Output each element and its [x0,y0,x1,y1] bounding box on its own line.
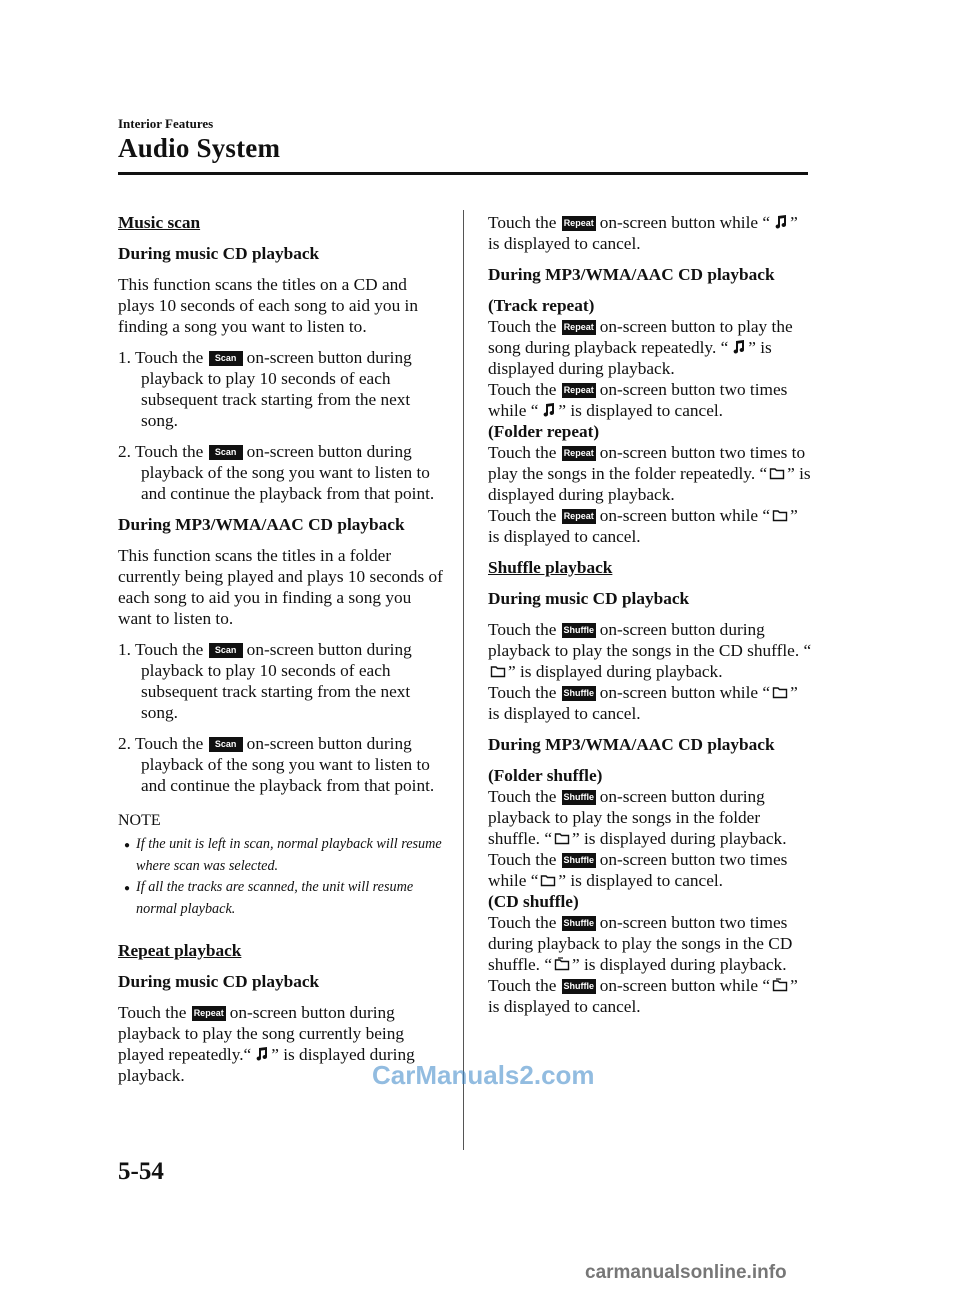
note-title: NOTE [118,812,161,829]
shuffle-indicator-icon [772,685,788,699]
music-scan-mp3-heading: During MP3/WMA/AAC CD playback [118,515,405,534]
shuffle-indicator-icon [490,664,506,678]
music-scan-title: Music scan [118,213,201,232]
cd-shuffle-label: (CD shuffle) [488,892,579,911]
repeat-cd-cancel: Touch the Repeat on-screen button while “ ” is displayed to cancel. [488,213,798,253]
folder-shuffle-text: Touch the Shuffle on-screen button during playback to play the songs in the folder shuffle. “ ” is displayed during playback. [488,787,787,848]
repeat-cd-text: Touch the Repeat on-screen button during playback to play the song currently being played repeatedly.“ ” is displayed during playback. [118,1003,415,1085]
scan-button-icon: Scan [209,643,243,658]
bullet-icon: ● [124,840,131,851]
note-item: ● If all the tracks are scanned, the unit will resume normal playback. [124,879,414,917]
repeat-cd-heading: During music CD playback [118,972,320,991]
repeat-button-icon: Repeat [562,383,596,398]
shuffle-button-icon: Shuffle [562,686,596,701]
footer-url: carmanualsonline.info [585,1262,787,1283]
scan-button-icon: Scan [209,351,243,366]
page-number: 5-54 [118,1158,164,1185]
shuffle-cd-cancel: Touch the Shuffle on-screen button while “ ” is displayed to cancel. [488,683,798,723]
repeat-mp3-heading: During MP3/WMA/AAC CD playback [488,265,775,284]
shuffle-mp3-block [488,765,813,1017]
section-label: Interior Features [118,116,214,131]
shuffle-button-icon: Shuffle [562,623,596,638]
repeat-button-icon: Repeat [562,216,596,231]
folder-repeat-cancel: Touch the Repeat on-screen button while “ ” is displayed to cancel. [488,506,798,546]
scan-button-icon: Scan [209,445,243,460]
column-divider [463,210,464,1150]
folder-shuffle-icon [540,873,556,887]
shuffle-mp3-heading: During MP3/WMA/AAC CD playback [488,735,775,754]
scan-cd-step-1: 1. Touch the Scan on-screen button during playback to play 10 seconds of each subsequent track starting from the next song. [118,348,412,430]
music-scan-mp3-intro: This function scans the titles in a folder currently being played and plays 10 seconds of each song to aid you in finding a song you want to listen to. [118,546,443,628]
track-repeat-block [488,295,813,547]
music-scan-cd-heading: During music CD playback [118,244,320,263]
scan-mp3-step-1: 1. Touch the Scan on-screen button during playback to play 10 seconds of each subsequent track starting from the next song. [118,640,412,722]
folder-repeat-label: (Folder repeat) [488,422,600,441]
folder-icon [772,508,788,522]
music-scan-cd-intro: This function scans the titles on a CD and plays 10 seconds of each song to aid you in finding a song you want to listen to. [118,275,418,336]
repeat-button-icon: Repeat [562,320,596,335]
scan-button-icon: Scan [209,737,243,752]
header-rule [118,172,808,175]
folder-repeat-text: Touch the Repeat on-screen button two times to play the songs in the folder repeatedly. “ ” is displayed during playback. [488,443,811,504]
shuffle-cd-text: Touch the Shuffle on-screen button during playback to play the songs in the CD shuffle. “” is displayed during playback. [488,620,812,681]
cd-shuffle-icon [772,978,788,992]
left-column [118,212,443,1096]
page-title: Audio System [118,133,281,163]
shuffle-title: Shuffle playback [488,558,613,577]
shuffle-button-icon: Shuffle [562,790,596,805]
shuffle-cd-heading: During music CD playback [488,589,690,608]
shuffle-button-icon: Shuffle [562,916,596,931]
shuffle-button-icon: Shuffle [562,979,596,994]
cd-shuffle-cancel: Touch the Shuffle on-screen button while “ ” is displayed to cancel. [488,976,798,1016]
folder-icon [769,466,785,480]
right-column [488,212,813,1027]
folder-shuffle-icon [554,831,570,845]
shuffle-button-icon: Shuffle [562,853,596,868]
repeat-title: Repeat playback [118,941,242,960]
cd-shuffle-text: Touch the Shuffle on-screen button two times during playback to play the songs in the CD shuffle. “ ” is displayed during playback. [488,913,793,974]
shuffle-cd-block [488,619,813,724]
scan-mp3-step-2: 2. Touch the Scan on-screen button during playback of the song you want to listen to and continue the playback from that point. [118,734,435,795]
folder-shuffle-cancel: Touch the Shuffle on-screen button two times while “ ” is displayed to cancel. [488,850,788,890]
track-repeat-cancel: Touch the Repeat on-screen button two times while “ ” is displayed to cancel. [488,380,788,420]
repeat-button-icon: Repeat [192,1006,226,1021]
track-repeat-label: (Track repeat) [488,296,595,315]
music-note-icon [772,215,788,229]
folder-shuffle-label: (Folder shuffle) [488,766,603,785]
bullet-icon: ● [124,883,131,894]
watermark: CarManuals2.com [372,1060,595,1090]
cd-shuffle-icon [554,957,570,971]
music-note-icon [253,1047,269,1061]
track-repeat-text: Touch the Repeat on-screen button to play the song during playback repeatedly. “ ” is displayed during playback. [488,317,793,378]
music-note-icon [540,403,556,417]
music-note-icon [730,340,746,354]
repeat-button-icon: Repeat [562,509,596,524]
repeat-button-icon: Repeat [562,446,596,461]
scan-cd-step-2: 2. Touch the Scan on-screen button during playback of the song you want to listen to and continue the playback from that point. [118,442,435,503]
note-item: ● If the unit is left in scan, normal playback will resume where scan was selected. [124,836,442,874]
